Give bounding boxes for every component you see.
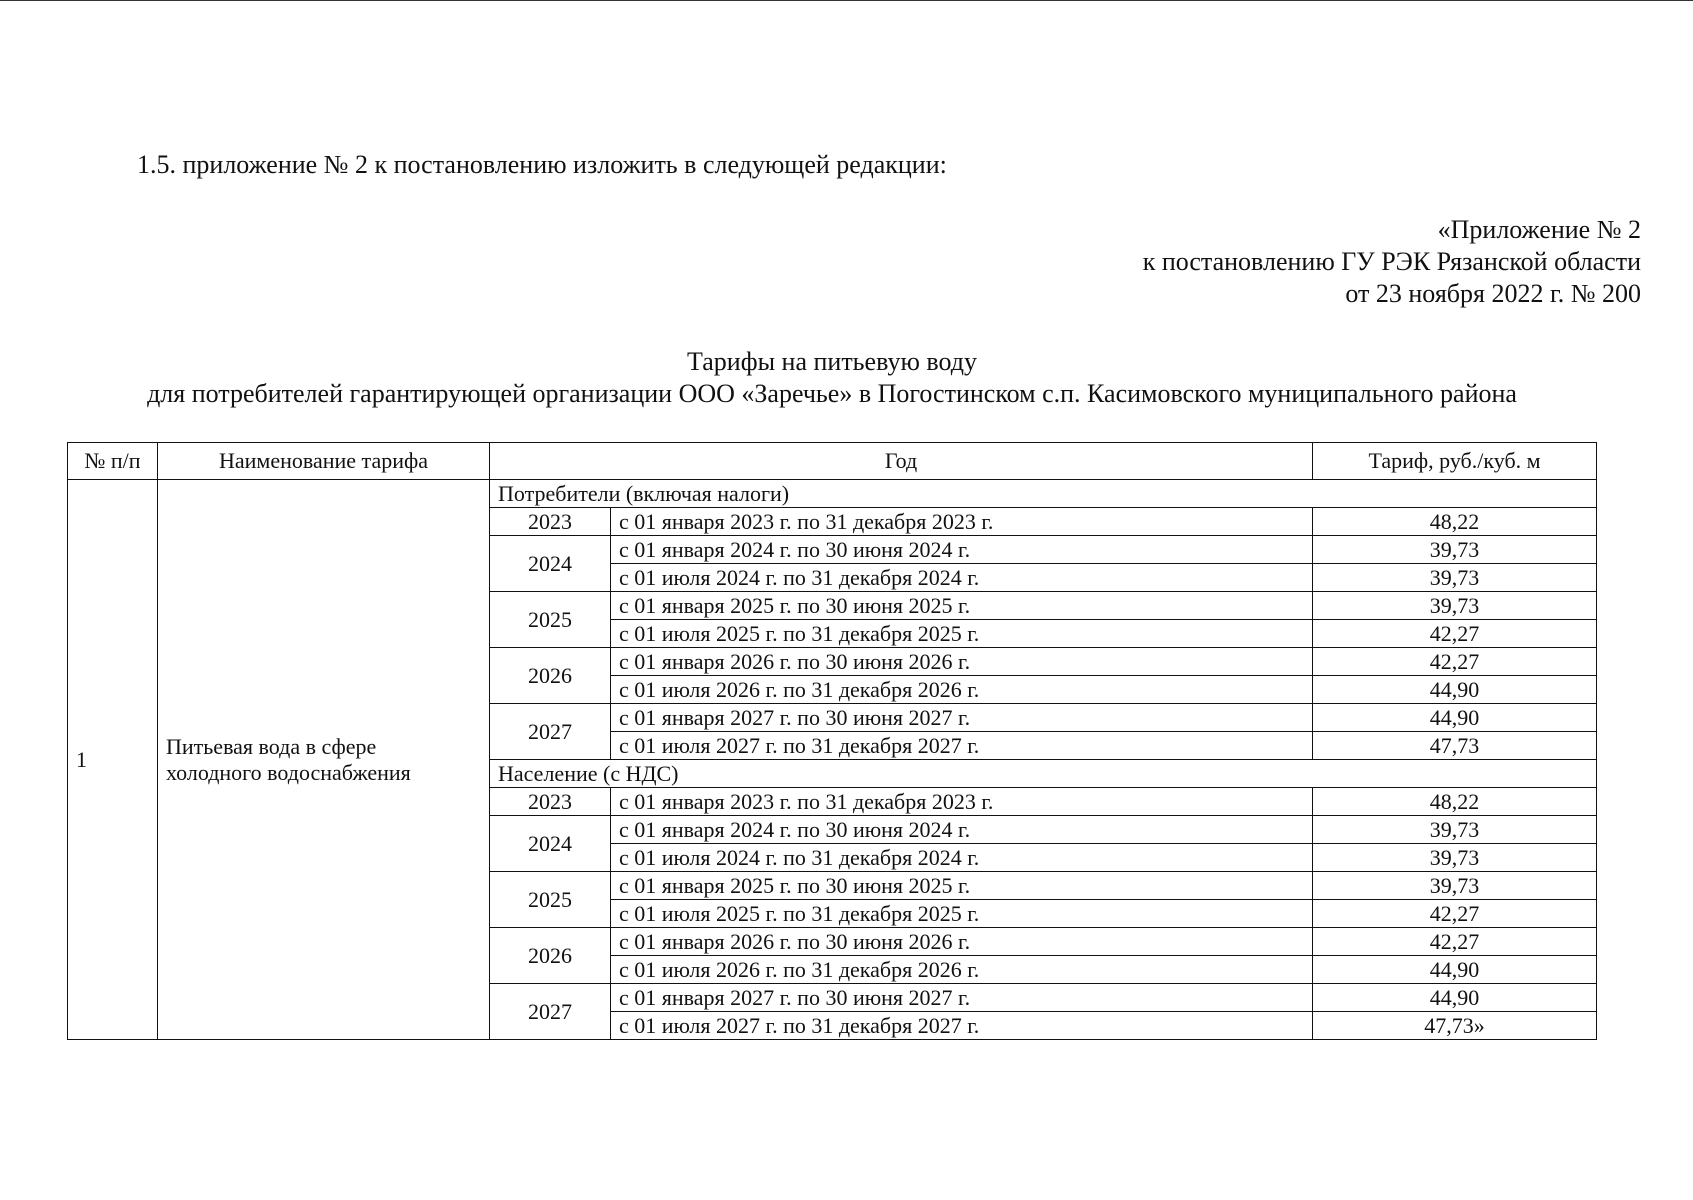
tariff-value-cell: 42,27 bbox=[1313, 620, 1597, 648]
year-cell: 2027 bbox=[490, 984, 611, 1040]
year-cell: 2025 bbox=[490, 592, 611, 648]
appendix-line: «Приложение № 2 bbox=[1437, 215, 1641, 244]
year-cell: 2026 bbox=[490, 648, 611, 704]
period-cell: с 01 июля 2027 г. по 31 декабря 2027 г. bbox=[611, 732, 1313, 760]
document-title bbox=[67, 346, 1597, 410]
tariff-value-cell: 39,73 bbox=[1313, 536, 1597, 564]
header-number: № п/п bbox=[68, 443, 158, 480]
group-label-cell: Население (с НДС) bbox=[490, 760, 1597, 788]
tariff-value-cell: 42,27 bbox=[1313, 928, 1597, 956]
row-number-cell: 1 bbox=[68, 480, 158, 1040]
tariff-value-cell: 44,90 bbox=[1313, 704, 1597, 732]
table-body bbox=[68, 480, 1597, 1040]
appendix-line: к постановлению ГУ РЭК Рязанской области bbox=[1142, 247, 1641, 276]
tariff-value-cell: 39,73 bbox=[1313, 564, 1597, 592]
year-cell: 2026 bbox=[490, 928, 611, 984]
title-line: Тарифы на питьевую воду bbox=[687, 347, 977, 376]
year-cell: 2023 bbox=[490, 788, 611, 816]
year-cell: 2024 bbox=[490, 536, 611, 592]
period-cell: с 01 января 2026 г. по 30 июня 2026 г. bbox=[611, 928, 1313, 956]
tariff-value-cell: 39,73 bbox=[1313, 592, 1597, 620]
header-tariff-name: Наименование тарифа bbox=[158, 443, 490, 480]
tariff-value-cell: 39,73 bbox=[1313, 872, 1597, 900]
period-cell: с 01 июля 2025 г. по 31 декабря 2025 г. bbox=[611, 620, 1313, 648]
tariff-value-cell: 42,27 bbox=[1313, 648, 1597, 676]
tariff-value-cell: 47,73 bbox=[1313, 732, 1597, 760]
period-cell: с 01 января 2026 г. по 30 июня 2026 г. bbox=[611, 648, 1313, 676]
period-cell: с 01 июля 2025 г. по 31 декабря 2025 г. bbox=[611, 900, 1313, 928]
year-cell: 2024 bbox=[490, 816, 611, 872]
title-line: для потребителей гарантирующей организации ООО «Заречье» в Погостинском с.п. Касимовского муниципального района bbox=[147, 379, 1517, 408]
tariff-value-cell: 39,73 bbox=[1313, 844, 1597, 872]
period-cell: с 01 июля 2024 г. по 31 декабря 2024 г. bbox=[611, 564, 1313, 592]
period-cell: с 01 января 2025 г. по 30 июня 2025 г. bbox=[611, 592, 1313, 620]
tariff-value-cell: 42,27 bbox=[1313, 900, 1597, 928]
period-cell: с 01 января 2027 г. по 30 июня 2027 г. bbox=[611, 984, 1313, 1012]
tariff-value-cell: 48,22 bbox=[1313, 508, 1597, 536]
year-cell: 2025 bbox=[490, 872, 611, 928]
appendix-reference bbox=[1143, 214, 1641, 310]
top-border-line bbox=[0, 0, 1693, 1]
period-cell: с 01 января 2023 г. по 31 декабря 2023 г. bbox=[611, 788, 1313, 816]
period-cell: с 01 июля 2026 г. по 31 декабря 2026 г. bbox=[611, 956, 1313, 984]
year-cell: 2023 bbox=[490, 508, 611, 536]
period-cell: с 01 июля 2027 г. по 31 декабря 2027 г. bbox=[611, 1012, 1313, 1040]
header-year: Год bbox=[490, 443, 1313, 480]
group-header-row bbox=[68, 480, 1597, 508]
table-header-row bbox=[68, 443, 1597, 480]
amendment-paragraph: 1.5. приложение № 2 к постановлению изложить в следующей редакции: bbox=[137, 150, 947, 179]
period-cell: с 01 июля 2026 г. по 31 декабря 2026 г. bbox=[611, 676, 1313, 704]
tariff-name-line: Питьевая вода в сфере bbox=[166, 733, 377, 759]
tariff-name-cell bbox=[158, 480, 490, 1040]
period-cell: с 01 января 2024 г. по 30 июня 2024 г. bbox=[611, 536, 1313, 564]
group-label-cell: Потребители (включая налоги) bbox=[490, 480, 1597, 508]
tariff-table bbox=[67, 442, 1597, 1040]
tariff-value-cell: 44,90 bbox=[1313, 676, 1597, 704]
tariff-value-cell: 39,73 bbox=[1313, 816, 1597, 844]
appendix-line: от 23 ноября 2022 г. № 200 bbox=[1345, 279, 1641, 308]
period-cell: с 01 января 2025 г. по 30 июня 2025 г. bbox=[611, 872, 1313, 900]
tariff-value-cell: 44,90 bbox=[1313, 956, 1597, 984]
tariff-value-cell: 44,90 bbox=[1313, 984, 1597, 1012]
tariff-value-cell: 48,22 bbox=[1313, 788, 1597, 816]
tariff-name-line: холодного водоснабжения bbox=[166, 759, 411, 785]
period-cell: с 01 января 2027 г. по 30 июня 2027 г. bbox=[611, 704, 1313, 732]
year-cell: 2027 bbox=[490, 704, 611, 760]
period-cell: с 01 июля 2024 г. по 31 декабря 2024 г. bbox=[611, 844, 1313, 872]
header-tariff-value: Тариф, руб./куб. м bbox=[1313, 443, 1597, 480]
period-cell: с 01 января 2024 г. по 30 июня 2024 г. bbox=[611, 816, 1313, 844]
tariff-value-cell: 47,73» bbox=[1313, 1012, 1597, 1040]
period-cell: с 01 января 2023 г. по 31 декабря 2023 г. bbox=[611, 508, 1313, 536]
